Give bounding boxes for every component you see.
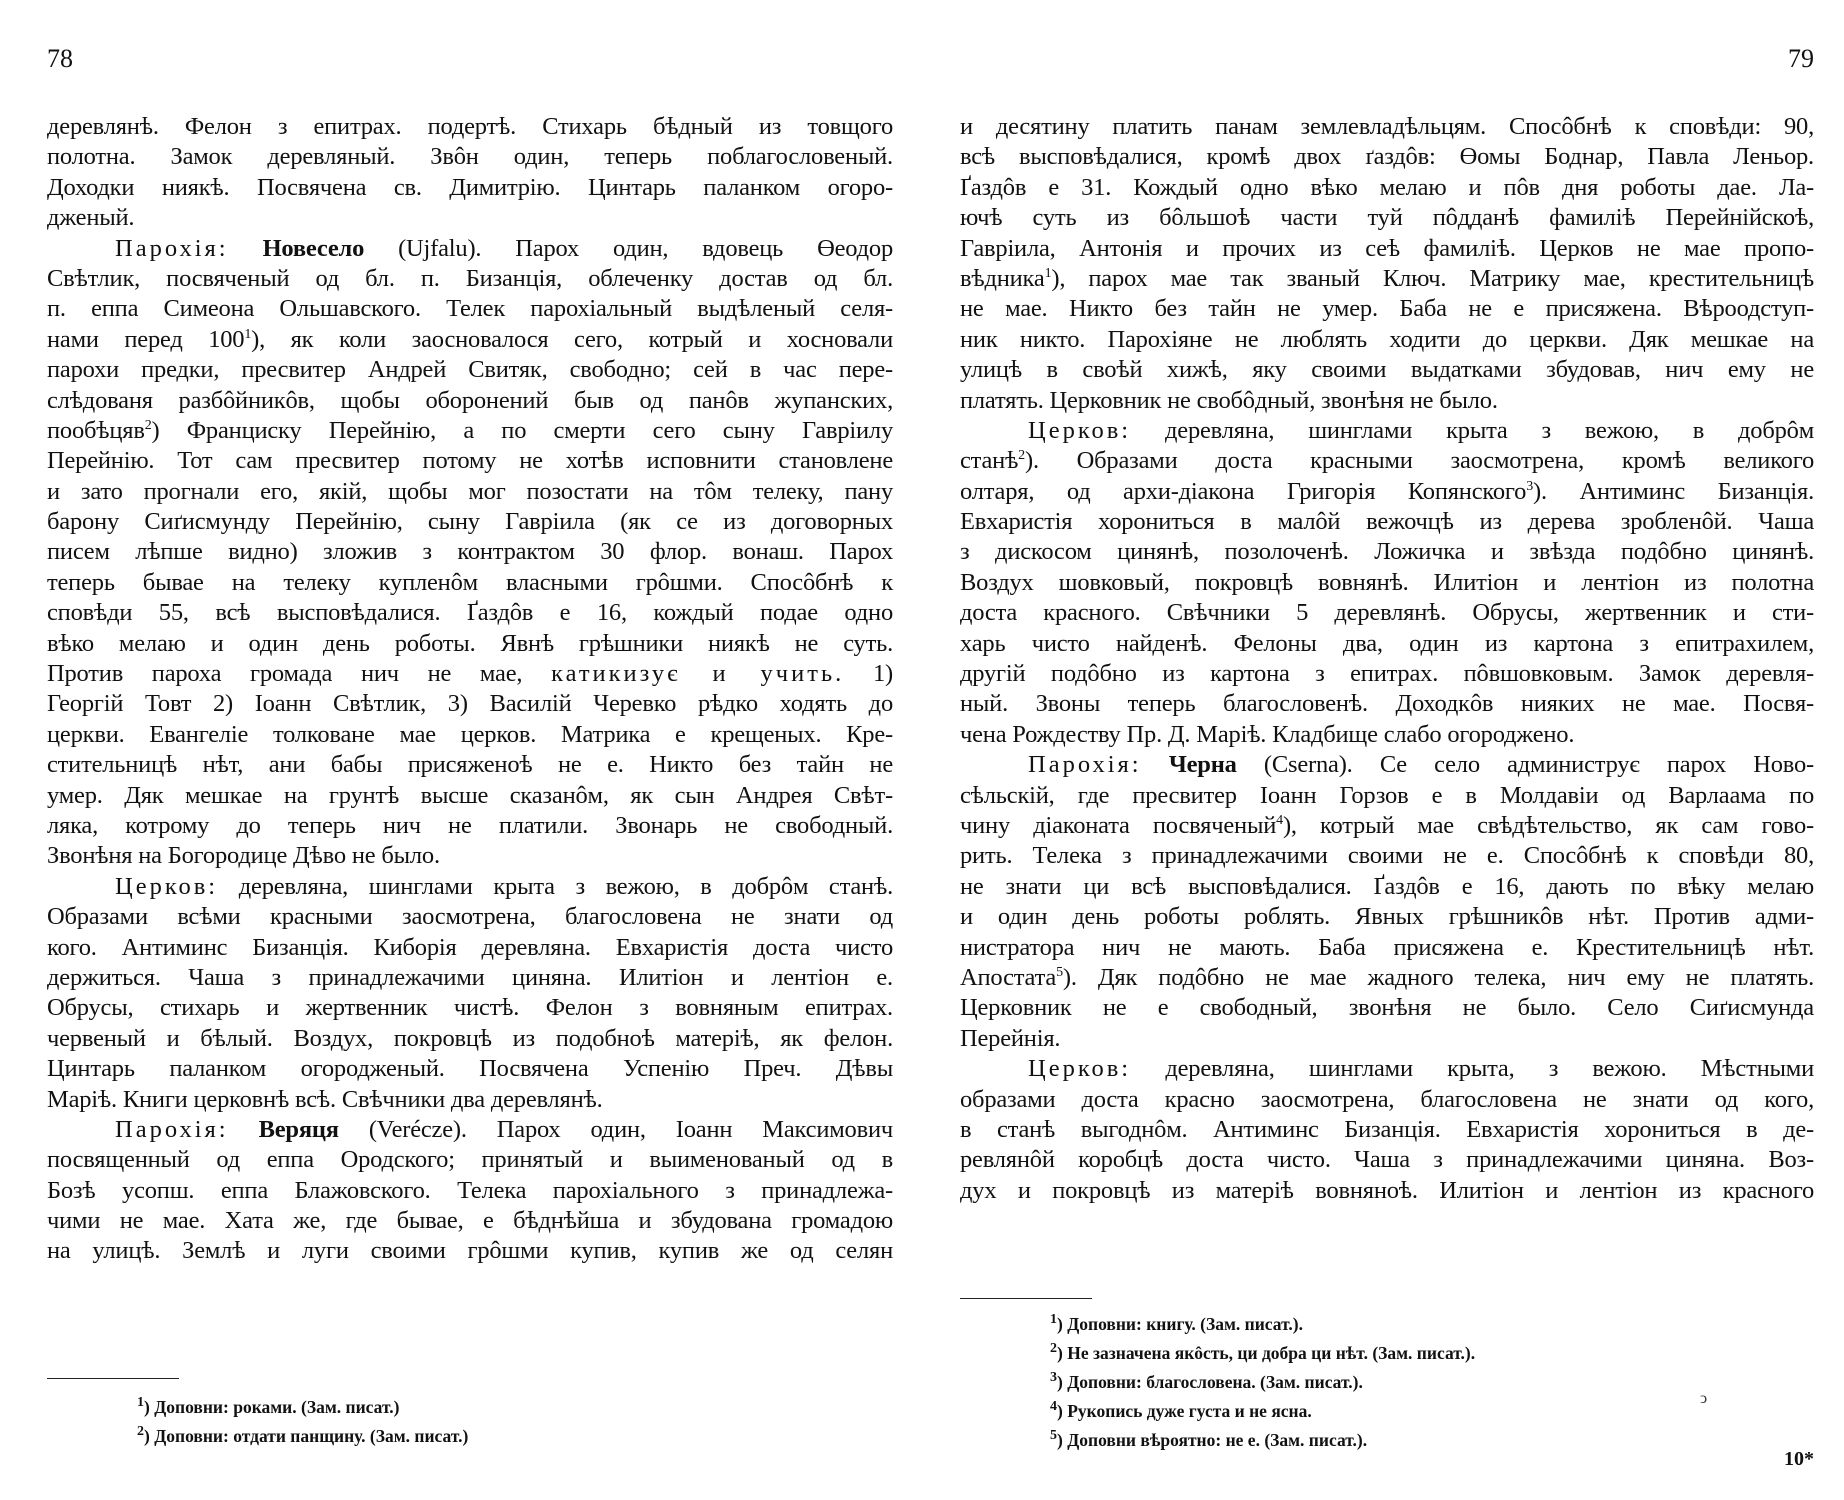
text-line bbox=[960, 841, 1814, 871]
footnote bbox=[1050, 1368, 1475, 1397]
text-line bbox=[47, 1054, 893, 1084]
text-line bbox=[47, 1024, 893, 1054]
line-text: (Ujfalu). Парох один, вдовець Өеодор bbox=[364, 234, 894, 262]
line-text: рить. Телека з принадлежачими своими не е. Спосôбнѣ к сповѣди 80, bbox=[960, 842, 1814, 870]
text-line bbox=[47, 750, 893, 780]
footnote-text: ) Доповни вѣроятно: не е. (Зам. писат.). bbox=[1057, 1430, 1368, 1450]
footnote-ref: 4 bbox=[1276, 812, 1283, 828]
text-line bbox=[960, 993, 1814, 1023]
text-line bbox=[47, 386, 893, 416]
line-text: кого. Антиминс Бизанція. Киборія деревляна. Евхаристія доста чисто bbox=[47, 933, 893, 961]
line-text: червеный и бѣлый. Воздух, покровцѣ из подобноѣ матеріѣ, як фелон. bbox=[47, 1024, 893, 1052]
footnote-number bbox=[1050, 1399, 1057, 1414]
line-text: парохи предки, пресвитер Андрей Свитяк, свободно; сей в час пере- bbox=[47, 356, 893, 384]
text-line bbox=[960, 142, 1814, 172]
footnote-text: ) Рукопись дуже густа и не ясна. bbox=[1057, 1401, 1312, 1421]
footnote bbox=[1050, 1310, 1475, 1339]
line-text: Апостата bbox=[960, 963, 1057, 991]
footnote-num: 2 bbox=[1050, 1341, 1057, 1357]
text-line bbox=[960, 507, 1814, 537]
text-line bbox=[960, 477, 1814, 507]
text-line bbox=[960, 203, 1814, 233]
line-text: доста красного. Свѣчники 5 деревлянѣ. Обрусы, жертвенник и сти- bbox=[960, 599, 1814, 627]
text-line bbox=[960, 1115, 1814, 1145]
text-line bbox=[960, 872, 1814, 902]
text-line bbox=[47, 203, 893, 233]
footnote-text: ) Доповни: книгу. (Зам. писат.). bbox=[1057, 1314, 1303, 1334]
left-page bbox=[47, 0, 893, 1500]
line-text: ревлянôй коробцѣ доста чисто. Чаша з принадлежачими циняна. Воз- bbox=[960, 1146, 1814, 1174]
line-text: теперь бывае на телеку купленôм власными грôшми. Спосôбнѣ к bbox=[47, 568, 893, 596]
line-text: Георгій Товт 2) Іоанн Свѣтлик, 3) Василій Черевко рѣдко ходять до bbox=[47, 690, 893, 718]
footnote-ref-sup bbox=[1056, 965, 1063, 980]
line-text: деревляна, шинглами крыта з вежою, в добрôм bbox=[1165, 416, 1814, 444]
line-text: Цинтарь паланком огородженый. Посвячена Успенію Преч. Дѣвы bbox=[47, 1055, 893, 1083]
line-text: барону Сиґисмунду Перейнію, сыну Гавріила (як се из договорных bbox=[47, 508, 893, 536]
footnote-ref: 1 bbox=[244, 326, 252, 342]
footnote-ref-sup bbox=[1526, 479, 1533, 494]
line-text: деревлянѣ. Фелон з епитрах. подертѣ. Стихарь бѣдный из товщого bbox=[47, 113, 893, 140]
footnote-number bbox=[137, 1395, 144, 1410]
footnote-ref-sup bbox=[1018, 448, 1025, 463]
footnote-text: ) Доповни: роками. (Зам. писат.) bbox=[144, 1397, 400, 1417]
footnote-ref: 3 bbox=[1526, 478, 1533, 494]
text-line bbox=[960, 629, 1814, 659]
text-line bbox=[47, 142, 893, 172]
text-line bbox=[47, 963, 893, 993]
text-line bbox=[960, 446, 1814, 476]
line-text: (Verécze). Парох один, Іоанн Максимович bbox=[338, 1115, 893, 1143]
line-text: полотна. Замок деревляный. Звôн один, теперь поблагословеный. bbox=[47, 143, 893, 171]
footnote-num: 4 bbox=[1050, 1399, 1057, 1415]
line-text: олтаря, од архи-діакона Григорія Копянского bbox=[960, 477, 1527, 505]
text-line bbox=[47, 933, 893, 963]
line-text: ), котрый мае свѣдѣтельство, як сам гово- bbox=[1282, 811, 1814, 839]
line-text: ). Образами доста красными заосмотрена, кромѣ великого bbox=[1024, 447, 1814, 475]
line-text: нистратора нич не мають. Баба присяжена е. Крестительницѣ нѣт. bbox=[960, 933, 1814, 961]
footnotes bbox=[137, 1393, 468, 1451]
footnote-ref: 5 bbox=[1056, 964, 1063, 980]
text-line bbox=[960, 1085, 1814, 1115]
footnote bbox=[137, 1393, 468, 1422]
line-text: Перейнію. Тот сам пресвитер потому не хотѣв исповнити становлене bbox=[47, 447, 893, 475]
line-text: дух и покровцѣ из матеріѣ вовняноѣ. Илитіон и лентіон из красного bbox=[960, 1176, 1814, 1204]
footnote-ref: 2 bbox=[1018, 448, 1025, 464]
line-text: на улицѣ. Землѣ и луги своими грôшми купив, купив же од селян bbox=[47, 1237, 893, 1265]
line-text: ). Антиминс Бизанція. bbox=[1533, 477, 1814, 505]
line-text: ник никто. Парохіяне не люблять ходити до церкви. Дяк мешкае на bbox=[960, 325, 1814, 353]
line-text: чину діаконата посвяченый bbox=[960, 811, 1277, 839]
footnote-ref-sup bbox=[145, 418, 152, 433]
footnote-num: 3 bbox=[1050, 1370, 1057, 1386]
text-line bbox=[47, 1176, 893, 1206]
text-line bbox=[47, 1115, 893, 1145]
page-body-text bbox=[47, 112, 893, 1267]
text-line bbox=[960, 355, 1814, 385]
signature-mark: 10* bbox=[1784, 1448, 1814, 1470]
text-line bbox=[960, 234, 1814, 264]
line-text: 1) bbox=[844, 660, 893, 688]
footnote-text: ) Не зазначена якôсть, ци добра ци нѣт. (Зам. писат.). bbox=[1057, 1343, 1476, 1363]
stray-print-mark: ↄ bbox=[1700, 1390, 1708, 1407]
footnote-num: 5 bbox=[1050, 1428, 1057, 1444]
footnote bbox=[1050, 1426, 1475, 1455]
footnote bbox=[1050, 1339, 1475, 1368]
line-text: ), як коли заосновалося сего, котрый и хосновали bbox=[251, 325, 893, 353]
text-line bbox=[47, 1206, 893, 1236]
text-line bbox=[960, 1145, 1814, 1175]
text-line bbox=[960, 1054, 1814, 1084]
footnote-num: 1 bbox=[1050, 1312, 1057, 1328]
text-line bbox=[960, 386, 1814, 416]
footnote-ref: 1 bbox=[1044, 265, 1052, 281]
line-text: улицѣ в своѣй хижѣ, яку своими выдатками збудовав, нич ему не bbox=[960, 356, 1814, 384]
text-line bbox=[47, 872, 893, 902]
text-line bbox=[47, 841, 893, 871]
footnote-ref-sup bbox=[1276, 813, 1283, 828]
text-line bbox=[960, 933, 1814, 963]
line-text: Перейнія. bbox=[960, 1024, 1061, 1052]
section-label: Парохія: bbox=[115, 234, 229, 262]
footnote-rule bbox=[960, 1298, 1092, 1299]
text-line bbox=[47, 659, 893, 689]
text-line bbox=[960, 112, 1814, 142]
text-line bbox=[47, 507, 893, 537]
line-text: Воздух шовковый, покровцѣ вовнянѣ. Илитіон и лентіон из полотна bbox=[960, 568, 1814, 596]
footnote bbox=[137, 1422, 468, 1451]
text-line bbox=[47, 264, 893, 294]
footnote-number bbox=[1050, 1370, 1057, 1385]
text-line bbox=[960, 659, 1814, 689]
text-line bbox=[47, 1085, 893, 1115]
text-line bbox=[47, 811, 893, 841]
text-line bbox=[960, 902, 1814, 932]
page-number: 78 bbox=[47, 44, 73, 73]
line-text: вѣко мелаю и один день роботы. Явнѣ грѣшники ниякѣ не суть. bbox=[47, 629, 893, 657]
line-text: не знати ци всѣ высповѣдалися. Ґаздôв е 16, дають по вѣку мелаю bbox=[960, 872, 1814, 900]
spaced-text: катикизує и учить. bbox=[551, 660, 845, 688]
line-text: нами перед 100 bbox=[47, 325, 245, 353]
line-text: посвященный од еппа Ородского; принятый и выименованый од в bbox=[47, 1146, 893, 1174]
footnote-text: ) Доповни: отдати панщину. (Зам. писат.) bbox=[144, 1426, 469, 1446]
line-text: ). Дяк подôбно не мае жадного телека, нич ему не платять. bbox=[1062, 963, 1814, 991]
text-line bbox=[960, 537, 1814, 567]
footnote-text: ) Доповни: благословена. (Зам. писат.). bbox=[1057, 1372, 1363, 1392]
line-text: харь чисто найденѣ. Фелоны два, один из картона з епитрахилем, bbox=[960, 629, 1814, 657]
page-number: 79 bbox=[1788, 44, 1814, 73]
footnote-num: 1 bbox=[137, 1395, 144, 1411]
line-text: держиться. Чаша з принадлежачими циняна. Илитіон и лентіон е. bbox=[47, 963, 893, 991]
page-body-text bbox=[960, 112, 1814, 1206]
line-text: церкви. Евангеліе толковане мае церков. Матрика е крещеных. Кре- bbox=[47, 720, 893, 748]
line-text: и зато прогнали его, якій, щобы мог позостати на тôм телеку, пану bbox=[47, 477, 893, 505]
line-text: умер. Дяк мешкае на грунтѣ высше сказанôм, як сын Андрея Свѣт- bbox=[47, 781, 893, 809]
line-text: деревляна, шинглами крыта, з вежою. Мѣстными bbox=[1165, 1055, 1814, 1083]
text-line bbox=[47, 537, 893, 567]
text-line bbox=[47, 294, 893, 324]
line-text: Маріѣ. Книги церковнѣ всѣ. Свѣчники два деревлянѣ. bbox=[47, 1085, 603, 1113]
text-line bbox=[47, 416, 893, 446]
text-line bbox=[47, 1236, 893, 1266]
line-text: стительницѣ нѣт, ани бабы присяженоѣ не е. Никто без тайн не bbox=[47, 751, 893, 779]
text-line bbox=[47, 689, 893, 719]
text-line bbox=[960, 416, 1814, 446]
line-text: ) Франциску Перейнію, а по смерти сего сыну Гавріилу bbox=[151, 416, 893, 444]
line-text: Ґаздôв е 31. Кождый одно вѣко мелаю и пôв дня роботы дае. Ла- bbox=[960, 173, 1814, 201]
line-text: Против пароха громада нич не мае, bbox=[47, 660, 552, 688]
text-line bbox=[960, 781, 1814, 811]
text-line bbox=[47, 477, 893, 507]
text-line bbox=[47, 234, 893, 264]
right-page bbox=[960, 0, 1814, 1500]
section-label: Церков: bbox=[1028, 416, 1132, 444]
footnote-number bbox=[1050, 1312, 1057, 1327]
text-line bbox=[47, 993, 893, 1023]
line-text: Гавріила, Антонія и прочих из сеѣ фамиліѣ. Церков не мае пропо- bbox=[960, 234, 1814, 262]
footnote-number bbox=[1050, 1341, 1057, 1356]
text-line bbox=[47, 629, 893, 659]
line-text: и десятину платить панам землевладѣльцям. Спосôбнѣ к сповѣди: 90, bbox=[960, 113, 1814, 140]
text-line bbox=[47, 355, 893, 385]
line-text: в станѣ выгоднôм. Антиминс Бизанція. Евхаристія хорониться в де- bbox=[960, 1115, 1814, 1143]
text-line bbox=[47, 781, 893, 811]
section-label: Парохія: bbox=[1028, 751, 1142, 779]
line-text: слѣдованя разбôйникôв, щобы оборонений быв од панôв жупанских, bbox=[47, 386, 893, 414]
line-text: з дискосом цинянѣ, позолоченѣ. Ложичка и звѣзда подôбно цинянѣ. bbox=[960, 538, 1814, 566]
text-line bbox=[47, 112, 893, 142]
section-label: Церков: bbox=[115, 872, 219, 900]
footnote bbox=[1050, 1397, 1475, 1426]
line-text: п. еппа Симеона Ольшавского. Телек парохіальный выдѣленый селя- bbox=[47, 295, 893, 323]
footnote-rule bbox=[47, 1378, 179, 1379]
text-line bbox=[47, 325, 893, 355]
line-text: пообѣцяв bbox=[47, 416, 145, 444]
text-line bbox=[960, 294, 1814, 324]
parish-name: Веряця bbox=[258, 1115, 339, 1143]
footnote-number bbox=[1050, 1428, 1057, 1443]
text-line bbox=[960, 720, 1814, 750]
line-text: Звонѣня на Богородице Дѣво не было. bbox=[47, 842, 440, 870]
line-text: образами доста красно заосмотрена, благословена не знати од кого, bbox=[960, 1085, 1814, 1113]
line-text: платять. Церковник не свобôдный, звонѣня не было. bbox=[960, 386, 1498, 414]
footnotes bbox=[1050, 1310, 1475, 1455]
line-text: Образами всѣми красными заосмотрена, благословена не знати од bbox=[47, 903, 893, 931]
line-text: Обрусы, стихарь и жертвенник чистѣ. Фелон з вовняным епитрах. bbox=[47, 994, 893, 1022]
text-line bbox=[960, 1024, 1814, 1054]
text-line bbox=[47, 568, 893, 598]
line-text: Бозѣ усопш. еппа Блажовского. Телека парохіального з принадлежа- bbox=[47, 1176, 893, 1204]
text-line bbox=[47, 598, 893, 628]
text-line bbox=[960, 598, 1814, 628]
footnote-number bbox=[137, 1424, 144, 1439]
line-text: не мае. Никто без тайн не умер. Баба не е присяжена. Вѣроодступ- bbox=[960, 295, 1814, 323]
text-line bbox=[960, 568, 1814, 598]
parish-name: Черна bbox=[1168, 751, 1237, 779]
text-line bbox=[960, 689, 1814, 719]
footnote-ref: 2 bbox=[144, 417, 152, 433]
line-text: сповѣди 55, всѣ высповѣдалися. Ґаздôв е 16, кождый подае одно bbox=[47, 599, 893, 627]
line-text: чена Рождеству Пр. Д. Маріѣ. Кладбище слабо огороджено. bbox=[960, 720, 1575, 748]
line-text: другій подôбно из картона з епитрах. пôвшовковым. Замок деревля- bbox=[960, 660, 1814, 688]
footnote-num: 2 bbox=[137, 1424, 144, 1440]
line-text: ючѣ суть из бôльшоѣ части туй пôдданѣ фамиліѣ Перейнійскоѣ, bbox=[960, 204, 1814, 232]
line-text: ), парох мае так званый Ключ. Матрику мае, крестительницѣ bbox=[1051, 264, 1814, 292]
text-line bbox=[960, 173, 1814, 203]
text-line bbox=[960, 750, 1814, 780]
line-text: Свѣтлик, посвяченый од бл. п. Бизанція, облеченку достав од бл. bbox=[47, 264, 893, 292]
text-line bbox=[960, 811, 1814, 841]
line-text: сѣльскій, где пресвитер Іоанн Горзов е в Молдавіи од Варлаама по bbox=[960, 781, 1814, 809]
text-line bbox=[960, 264, 1814, 294]
section-label: Церков: bbox=[1028, 1055, 1132, 1083]
line-text: и один день роботы роблять. Явных грѣшникôв нѣт. Против адми- bbox=[960, 903, 1814, 931]
text-line bbox=[47, 173, 893, 203]
line-text: всѣ высповѣдалися, кромѣ двох ґаздôв: Өомы Боднар, Павла Леньор. bbox=[960, 143, 1814, 171]
text-line bbox=[960, 963, 1814, 993]
section-label: Парохія: bbox=[115, 1115, 229, 1143]
line-text: станѣ bbox=[960, 447, 1019, 475]
line-text: деревляна, шинглами крыта з вежою, в добрôм станѣ. bbox=[238, 872, 893, 900]
line-text: ляка, котрому до теперь нич не платили. Звонарь не свободный. bbox=[47, 811, 893, 839]
line-text: вѣдника bbox=[960, 264, 1045, 292]
line-text: (Cserna). Се село администрує парох Ново- bbox=[1236, 751, 1814, 779]
line-text: писем лѣпше видно) зложив з контрактом 30 флор. вонаш. Парох bbox=[47, 538, 893, 566]
text-line bbox=[47, 720, 893, 750]
line-text: ный. Звоны теперь благословенѣ. Доходкôв нияких не мае. Посвя- bbox=[960, 690, 1814, 718]
text-line bbox=[47, 902, 893, 932]
parish-name: Новесело bbox=[262, 234, 365, 262]
line-text: чими не мае. Хата же, где бывае, е бѣднѣйша и збудована громадою bbox=[47, 1207, 893, 1235]
text-line bbox=[47, 446, 893, 476]
line-text: Церковник не е свободный, звонѣня не было. Село Сиґисмунда bbox=[960, 994, 1814, 1022]
line-text: Евхаристія хорониться в малôй вежочцѣ из дерева зробленôй. Чаша bbox=[960, 508, 1814, 536]
line-text: Доходки ниякѣ. Посвячена св. Димитрію. Цинтарь паланком огоро- bbox=[47, 173, 893, 201]
text-line bbox=[960, 1176, 1814, 1206]
line-text: дженый. bbox=[47, 204, 135, 232]
text-line bbox=[47, 1145, 893, 1175]
text-line bbox=[960, 325, 1814, 355]
